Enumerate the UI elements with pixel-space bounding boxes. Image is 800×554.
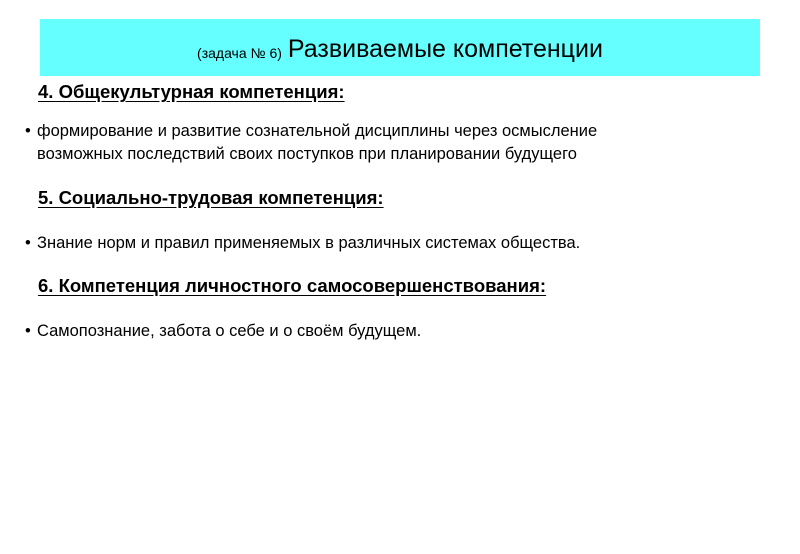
bullet-dot: • [25, 234, 31, 252]
section-heading-self-improvement: 6. Компетенция личностного самосовершенствования: [38, 275, 547, 296]
bullet-dot: • [25, 122, 31, 140]
bullet-dot: • [25, 322, 31, 340]
page-title: Развиваемые компетенции [287, 35, 603, 63]
bullet-social-labor [25, 232, 580, 255]
bullet-text-line: Самопознание, забота о себе и о своём будущем. [37, 322, 422, 340]
bullet-text-line: Знание норм и правил применяемых в различных системах общества. [37, 234, 581, 252]
bullet-text-line: формирование и развитие сознательной дисциплины через осмысление [37, 122, 598, 140]
section-heading-social-labor: 5. Социально-трудовая компетенция: [38, 187, 384, 208]
bullet-text-line: возможных последствий своих поступков при планировании будущего [37, 145, 577, 163]
bullet-general-cultural [25, 120, 597, 166]
section-heading-general-cultural: 4. Общекультурная компетенция: [38, 81, 345, 102]
bullet-self-improvement [25, 320, 421, 343]
title-prefix: (задача № 6) [197, 44, 282, 61]
title-banner [40, 19, 760, 76]
